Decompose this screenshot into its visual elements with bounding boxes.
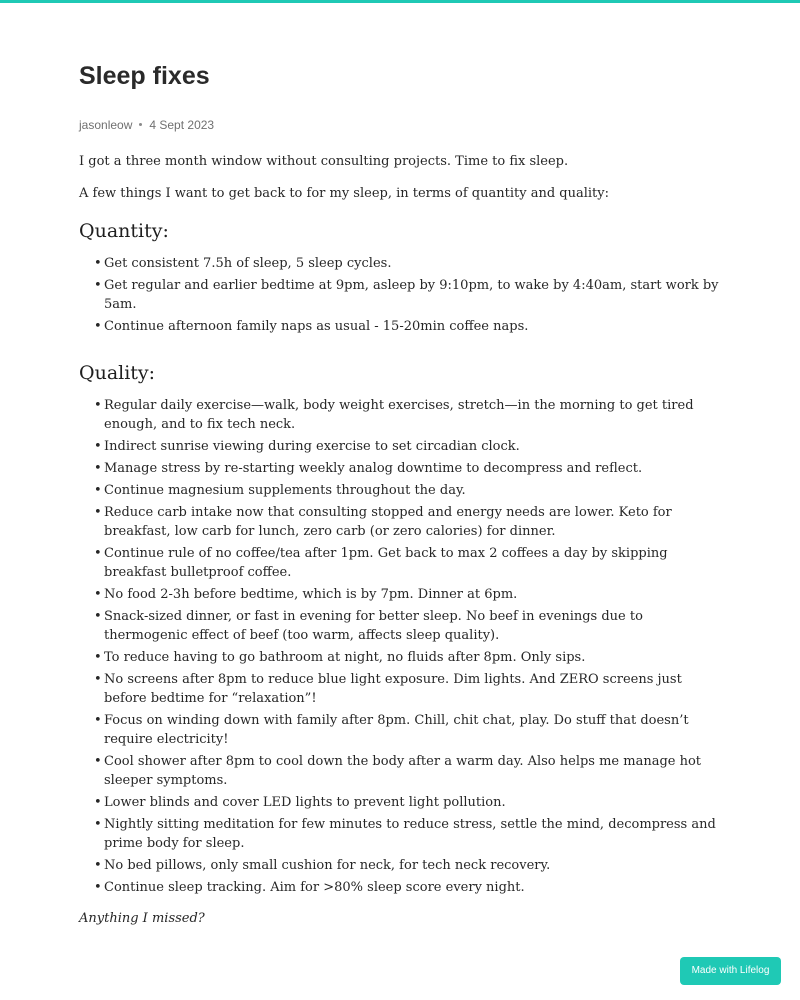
list-item: • Snack-sized dinner, or fast in evening for better sleep. No beef in evenings due to thermogenic effect of beef (too warm, affects sleep quality). bbox=[79, 607, 719, 645]
quantity-list bbox=[79, 254, 719, 336]
list-item: • Cool shower after 8pm to cool down the body after a warm day. Also helps me manage hot sleeper symptoms. bbox=[79, 752, 719, 790]
quantity-heading: Quantity: bbox=[79, 220, 169, 242]
post-date: 4 Sept 2023 bbox=[149, 118, 215, 132]
closing-question: Anything I missed? bbox=[79, 911, 205, 926]
list-item: • To reduce having to go bathroom at night, no fluids after 8pm. Only sips. bbox=[79, 648, 719, 667]
post-title: Sleep fixes bbox=[79, 62, 210, 90]
list-item: • Reduce carb intake now that consulting stopped and energy needs are lower. Keto for breakfast, low carb for lunch, zero carb (or zero calories) for dinner. bbox=[79, 503, 719, 541]
list-item: • No bed pillows, only small cushion for neck, for tech neck recovery. bbox=[79, 856, 719, 875]
list-item: • Manage stress by re-starting weekly analog downtime to decompress and reflect. bbox=[79, 459, 719, 478]
list-item: • No food 2-3h before bedtime, which is by 7pm. Dinner at 6pm. bbox=[79, 585, 719, 604]
list-item: • Nightly sitting meditation for few minutes to reduce stress, settle the mind, decompress and prime body for sleep. bbox=[79, 815, 719, 853]
list-item: • Regular daily exercise—walk, body weight exercises, stretch—in the morning to get tired enough, and to fix tech neck. bbox=[79, 396, 719, 434]
list-item: • Indirect sunrise viewing during exercise to set circadian clock. bbox=[79, 437, 719, 456]
list-item: • Continue magnesium supplements throughout the day. bbox=[79, 481, 719, 500]
list-item: • Continue afternoon family naps as usual - 15-20min coffee naps. bbox=[79, 317, 719, 336]
list-item: • Continue rule of no coffee/tea after 1pm. Get back to max 2 coffees a day by skipping breakfast bulletproof coffee. bbox=[79, 544, 719, 582]
made-with-lifelog-button[interactable]: Made with Lifelog bbox=[680, 957, 781, 985]
intro-paragraph: A few things I want to get back to for my sleep, in terms of quantity and quality: bbox=[79, 186, 609, 201]
list-item: • Get regular and earlier bedtime at 9pm, asleep by 9:10pm, to wake by 4:40am, start work by 5am. bbox=[79, 276, 719, 314]
author-link[interactable]: jasonleow bbox=[79, 118, 133, 132]
post-body bbox=[79, 152, 719, 929]
separator-dot bbox=[139, 123, 142, 126]
top-accent-bar bbox=[0, 0, 800, 3]
list-item: • Continue sleep tracking. Aim for >80% sleep score every night. bbox=[79, 878, 719, 897]
list-item: • Lower blinds and cover LED lights to prevent light pollution. bbox=[79, 793, 719, 812]
quality-heading: Quality: bbox=[79, 362, 156, 384]
post-meta bbox=[79, 117, 214, 133]
list-item: • Focus on winding down with family after 8pm. Chill, chit chat, play. Do stuff that doesn’t require electricity! bbox=[79, 711, 719, 749]
list-item: • Get consistent 7.5h of sleep, 5 sleep cycles. bbox=[79, 254, 719, 273]
quality-list bbox=[79, 396, 719, 897]
intro-paragraph: I got a three month window without consulting projects. Time to fix sleep. bbox=[79, 154, 569, 169]
list-item: • No screens after 8pm to reduce blue light exposure. Dim lights. And ZERO screens just before bedtime for “relaxation”! bbox=[79, 670, 719, 708]
